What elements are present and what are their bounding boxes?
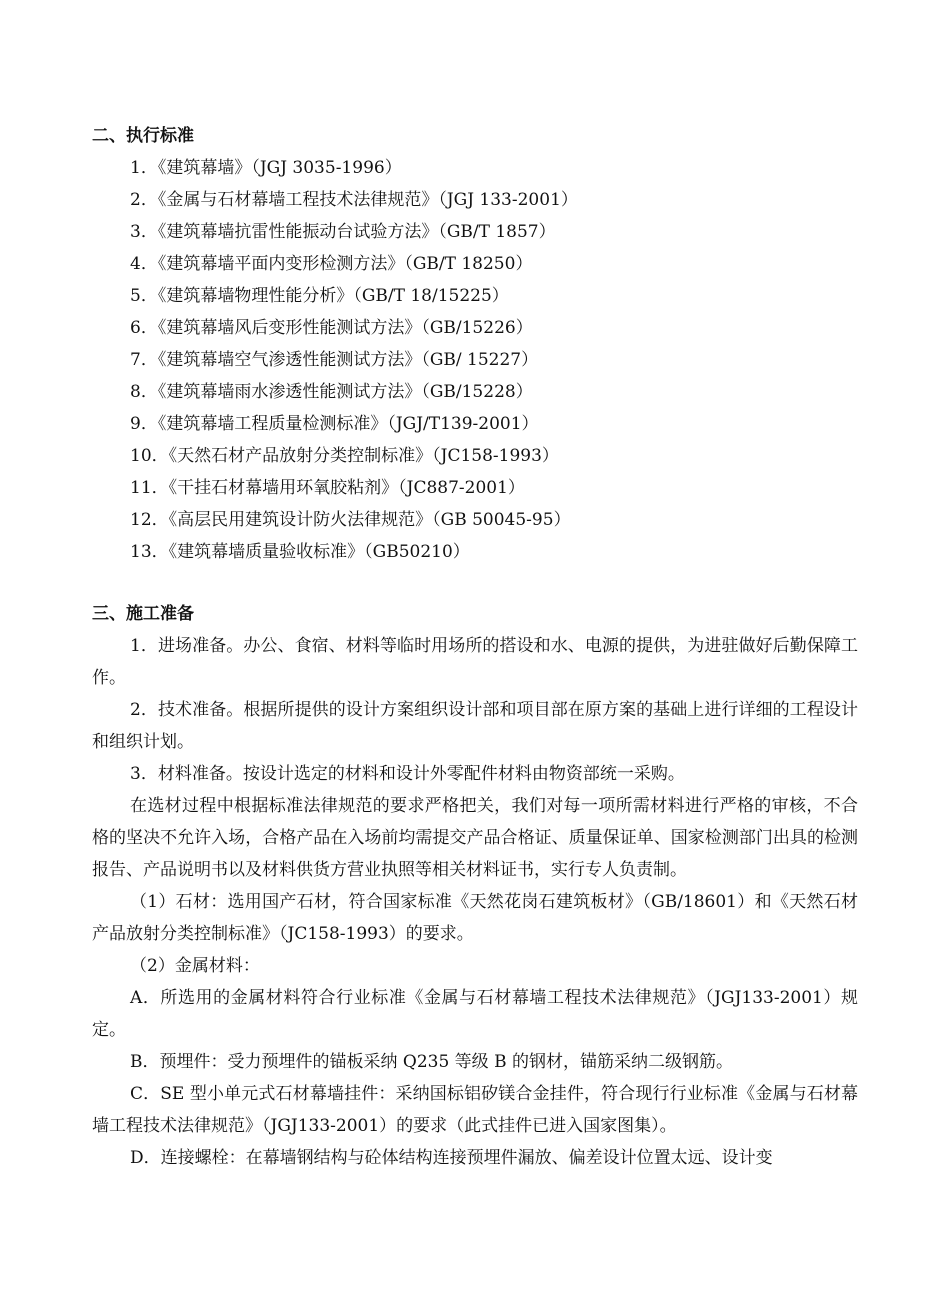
section-heading-preparation: 三、施工准备 <box>92 604 194 624</box>
paragraph: 3．材料准备。按设计选定的材料和设计外零配件材料由物资部统一采购。 <box>130 764 685 784</box>
paragraph: 1．进场准备。办公、食宿、材料等临时用场所的搭设和水、电源的提供，为进驻做好后勤保障工作。 <box>92 636 858 688</box>
standard-item: 5．《建筑幕墙物理性能分析》（GB/T 18/15225） <box>130 286 509 306</box>
paragraph: 2．技术准备。根据所提供的设计方案组织设计部和项目部在原方案的基础上进行详细的工程设计和组织计划。 <box>92 700 858 752</box>
paragraph: B．预埋件：受力预埋件的锚板采纳 Q235 等级 B 的钢材，锚筋采纳二级钢筋。 <box>130 1052 733 1072</box>
standard-item: 9．《建筑幕墙工程质量检测标准》（JGJ/T139-2001） <box>130 414 539 434</box>
standard-item: 1．《建筑幕墙》（JGJ 3035-1996） <box>130 158 402 178</box>
standard-item: 6．《建筑幕墙风后变形性能测试方法》（GB/15226） <box>130 318 533 338</box>
standard-item: 12．《高层民用建筑设计防火法律规范》（GB 50045-95） <box>130 510 571 530</box>
standard-item: 3．《建筑幕墙抗雷性能振动台试验方法》（GB/T 1857） <box>130 222 556 242</box>
paragraph: （2）金属材料： <box>130 956 260 976</box>
paragraph: D．连接螺栓：在幕墙钢结构与砼体结构连接预埋件漏放、偏差设计位置太远、设计变 <box>130 1148 773 1168</box>
paragraph: C．SE 型小单元式石材幕墙挂件：采纳国标铝矽镁合金挂件，符合现行行业标准《金属与石材幕墙工程技术法律规范》（JGJ133-2001）的要求（此式挂件已进入国家图集）。 <box>92 1084 858 1136</box>
section-gap <box>92 568 858 598</box>
standard-item: 4．《建筑幕墙平面内变形检测方法》（GB/T 18250） <box>130 254 533 274</box>
standard-item: 11．《干挂石材幕墙用环氧胶粘剂》（JC887-2001） <box>130 478 525 498</box>
section-heading-standards: 二、执行标准 <box>92 126 194 146</box>
standard-item: 10．《天然石材产品放射分类控制标准》（JC158-1993） <box>130 446 559 466</box>
standard-item: 2．《金属与石材幕墙工程技术法律规范》（JGJ 133-2001） <box>130 190 578 210</box>
standard-item: 13．《建筑幕墙质量验收标准》（GB50210） <box>130 542 470 562</box>
paragraph: （1）石材：选用国产石材，符合国家标准《天然花岗石建筑板材》（GB/18601）和《天然石材产品放射分类控制标准》（JC158-1993）的要求。 <box>92 892 858 944</box>
standard-item: 8．《建筑幕墙雨水渗透性能测试方法》（GB/15228） <box>130 382 533 402</box>
standard-item: 7．《建筑幕墙空气渗透性能测试方法》（GB/ 15227） <box>130 350 539 370</box>
paragraph: 在选材过程中根据标准法律规范的要求严格把关，我们对每一项所需材料进行严格的审核，不合格的坚决不允许入场，合格产品在入场前均需提交产品合格证、质量保证单、国家检测部门出具的检测报告、产品说明书以及材料供货方营业执照等相关材料证书，实行专人负责制。 <box>92 796 858 880</box>
paragraph: A．所选用的金属材料符合行业标准《金属与石材幕墙工程技术法律规范》（JGJ133-2001）规定。 <box>92 988 858 1040</box>
